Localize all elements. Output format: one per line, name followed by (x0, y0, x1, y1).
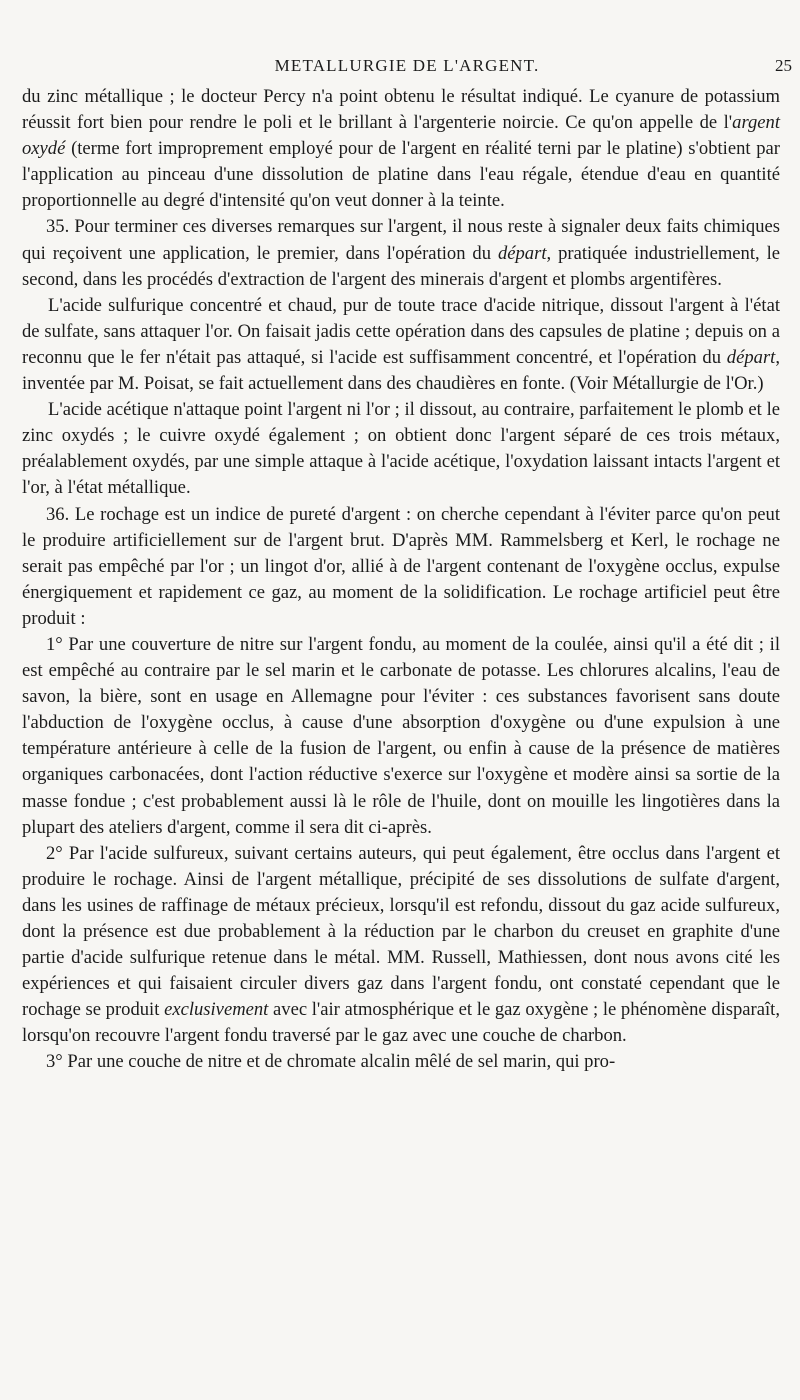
text-run: du zinc métallique ; le docteur Percy n'a point obtenu le résultat indiqué. Le cyanure de potassium réussit fort bien pour rendre le poli et le brillant à l'argenterie noircie. Ce qu'on appelle de l' (22, 86, 780, 134)
paragraph-item-1 (22, 632, 780, 841)
page-header (22, 56, 792, 80)
text-run: 35. Pour terminer ces diverses remarques sur l'argent, il nous reste à signaler deux faits chimiques qui reçoivent une application, le premier, dans l'opération du (22, 216, 780, 264)
text-run: avec l'air atmosphérique et le gaz oxygène ; le phénomène disparaît, lorsqu'on recouvre l'argent fondu traversé par le gaz avec une couche de charbon. (22, 999, 780, 1047)
italic-term: départ (726, 346, 776, 368)
italic-term: argent oxydé (22, 112, 780, 160)
running-title: METALLURGIE DE L'ARGENT. (274, 56, 540, 75)
text-run: 1° Par une couverture de nitre sur l'argent fondu, au moment de la coulée, ainsi qu'il a été dit ; il est empêché au contraire par le sel marin et le carbonate de potasse. Les chlorures alcalins, l'eau de savon, la bière, sont en usage en Allemagne pour l'éviter : ces substances favorisent sans doute l'abduction de l'oxygène occlus, à cause d'une absorption d'oxygène ou d'une expulsion à une température antérieure à celle de la fusion de l'argent, ou enfin à cause de la présence de matières organiques carbonacées, dont l'action réductive s'exerce sur l'oxygène et modère ainsi sa sortie de la masse fondue ; c'est probablement aussi là le rôle de l'huile, dont on mouille les lingotières dans la plupart des ateliers d'argent, comme il sera dit ci-après. (22, 633, 780, 838)
paragraph-item-2 (22, 841, 780, 1050)
paragraph-acetic-acid (22, 397, 780, 501)
body-text (22, 84, 780, 1076)
page-number: 25 (775, 56, 792, 75)
text-run: L'acide acétique n'attaque point l'argent ni l'or ; il dissout, au contraire, parfaitement le plomb et le zinc oxydés ; le cuivre oxydé également ; on obtient donc l'argent séparé de ces trois métaux, préalablement oxydés, par une simple attaque à l'acide acétique, l'oxydation laissant intacts l'argent et l'or, à l'état métallique. (22, 399, 780, 499)
text-run: L'acide sulfurique concentré et chaud, pur de toute trace d'acide nitrique, dissout l'argent à l'état de sulfate, sans attaquer l'or. On faisait jadis cette opération dans des capsules de platine ; depuis on a reconnu que le fer n'était pas attaqué, si l'acide est suffisamment concentré, et l'opération du (22, 294, 780, 368)
text-run: 2° Par l'acide sulfureux, suivant certains auteurs, qui peut également, être occlus dans l'argent et produire le rochage. Ainsi de l'argent métallique, précipité de ses dissolutions de sulfate d'argent, dans les usines de raffinage de métaux précieux, lorsqu'il est refondu, dissout du gaz acide sulfureux, dont la présence est due probablement à la réduction par le charbon du creuset en graphite d'une partie d'acide sulfurique retenue dans le métal. MM. Russell, Mathiessen, dont nous avons cité les expériences et qui faisaient circuler divers gaz dans l'argent fondu, ont constaté cependant que le rochage se produit (22, 842, 780, 1021)
paragraph-item-3 (22, 1049, 780, 1075)
text-run: , pratiquée industriellement, le second, dans les procédés d'extraction de l'argent des minerais d'argent et plombs argentifères. (22, 242, 781, 290)
paragraph-continuation (22, 84, 780, 214)
paragraph-36 (22, 502, 780, 632)
text-run: 36. Le rochage est un indice de pureté d'argent : on cherche cependant à l'éviter parce qu'on peut le produire artificiellement sur de l'argent brut. D'après MM. Rammelsberg et Kerl, le rochage ne serait pas empêché par l'or ; un lingot d'or, allié à de l'argent contenant de l'oxygène occlus, expulse énergiquement et rapidement ce gaz, au moment de la solidification. Le rochage artificiel peut être produit : (22, 503, 780, 629)
text-run: (terme fort improprement employé pour de l'argent en réalité terni par le platine) s'obtient par l'application au pinceau d'une dissolution de platine dans l'eau régale, étendue d'eau en quantité proportionnelle au degré d'intensité qu'on veut donner à la teinte. (22, 138, 780, 212)
italic-term: exclusivement (164, 999, 269, 1021)
text-run: , inventée par M. Poisat, se fait actuellement dans des chaudières en fonte. (Voir Métallurgie de l'Or.) (22, 346, 780, 395)
italic-term: départ (497, 242, 547, 264)
text-run: 3° Par une couche de nitre et de chromate alcalin mêlé de sel marin, qui pro- (46, 1051, 616, 1073)
paragraph-sulfuric-acid (22, 293, 780, 397)
paragraph-35 (22, 214, 780, 292)
